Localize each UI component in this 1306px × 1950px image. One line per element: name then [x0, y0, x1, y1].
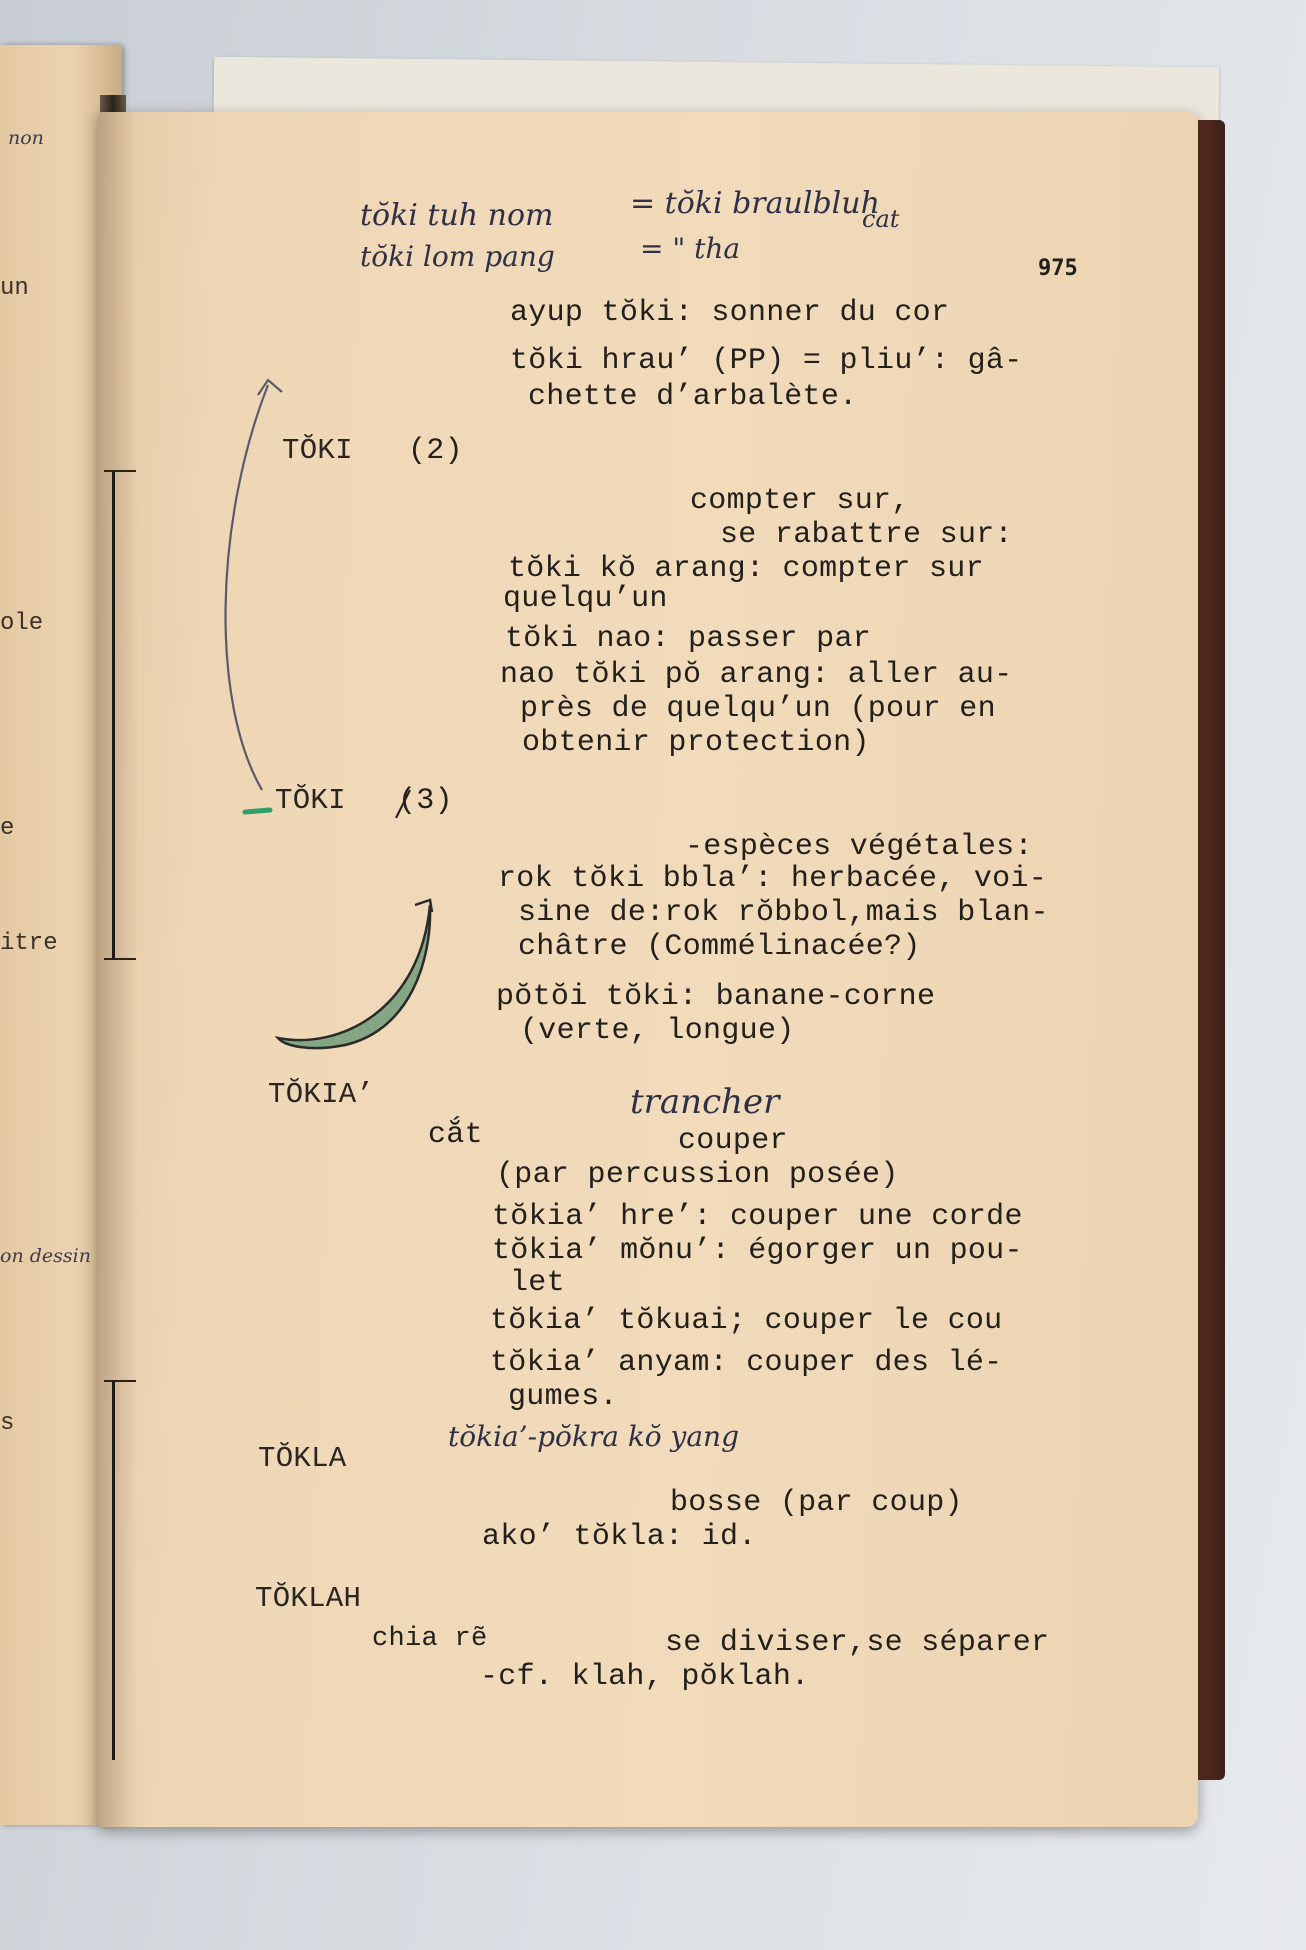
left-fragment: on dessin	[0, 1245, 91, 1267]
handwritten-note: trancher	[630, 1082, 780, 1122]
margin-note: chia rẽ	[372, 1624, 488, 1654]
entry-line: châtre (Commélinacée?)	[518, 930, 921, 964]
handwritten-note: = " tha	[640, 232, 741, 265]
entry-line: pŏtŏi tŏki: banane-corne	[496, 980, 936, 1014]
entry-line: -espèces végétales:	[685, 830, 1033, 864]
left-fragment: itre	[0, 930, 58, 957]
arrow-head-icon	[258, 380, 282, 395]
left-fragment: non	[8, 127, 44, 149]
entry-line: tŏki kŏ arang: compter sur	[508, 552, 984, 586]
entry-line: compter sur,	[690, 484, 910, 518]
page-number: 975	[1038, 256, 1078, 281]
entry-line: quelqu’un	[503, 582, 668, 616]
entry-line: se rabattre sur:	[720, 518, 1013, 552]
headword: TŎKI	[275, 784, 346, 817]
entry-line: (par percussion posée)	[496, 1158, 899, 1192]
arrow-line	[226, 385, 268, 790]
entry-line: près de quelqu’un (pour en	[520, 692, 996, 726]
entry-line: tŏkia’ hre’: couper une corde	[492, 1200, 1023, 1234]
entry-line: sine de:rok rŏbbol,mais blan-	[518, 896, 1049, 930]
banana-drawing-icon	[278, 905, 430, 1048]
entry-line: bosse (par coup)	[670, 1486, 963, 1520]
headword: TŎKLA	[258, 1442, 347, 1475]
left-fragment: e	[0, 815, 15, 842]
green-mark	[245, 810, 270, 812]
handwritten-note: tŏki lom pang	[360, 240, 555, 273]
entry-line: obtenir protection)	[522, 726, 870, 760]
headword: TŎKLAH	[255, 1582, 362, 1615]
entry-line: rok tŏki bbla’: herbacée, voi-	[498, 862, 1048, 896]
entry-line: nao tŏki pŏ arang: aller au-	[500, 658, 1013, 692]
entry-line: -cf. klah, pŏklah.	[480, 1660, 810, 1694]
headword-number: (3)	[398, 784, 453, 818]
entry-line: chette d’arbalète.	[528, 380, 858, 414]
headword: TŎKIA’	[268, 1078, 375, 1111]
handwritten-note: tŏki tuh nom	[360, 198, 554, 233]
entry-line: gumes.	[508, 1380, 618, 1414]
headword-number: (2)	[408, 434, 463, 468]
handwritten-note: = tŏki braulbluh	[630, 186, 880, 221]
entry-line: tŏki hrau’ (PP) = pliu’: gâ-	[510, 344, 1023, 378]
entry-line: tŏki nao: passer par	[505, 622, 872, 656]
entry-line: couper	[678, 1124, 788, 1158]
entry-line: ayup tŏki: sonner du cor	[510, 296, 950, 330]
entry-line: tŏkia’ anyam: couper des lé-	[490, 1346, 1003, 1380]
headword: TŎKI	[282, 434, 353, 467]
entry-line: tŏkia’ tŏkuai; couper le cou	[490, 1304, 1003, 1338]
entry-line: se diviser,se séparer	[665, 1626, 1050, 1660]
left-fragment: ole	[0, 610, 44, 637]
left-fragment: s	[0, 1410, 15, 1437]
entry-line: ako’ tŏkla: id.	[482, 1520, 757, 1554]
entry-line: (verte, longue)	[520, 1014, 795, 1048]
handwritten-note: tŏkia’-pŏkra kŏ yang	[448, 1420, 740, 1453]
entry-line: let	[510, 1266, 565, 1300]
handwritten-note: cat	[862, 205, 900, 233]
left-fragment: un	[0, 275, 29, 302]
margin-note: cắt	[428, 1118, 483, 1152]
entry-line: tŏkia’ mŏnu’: égorger un pou-	[492, 1234, 1023, 1268]
